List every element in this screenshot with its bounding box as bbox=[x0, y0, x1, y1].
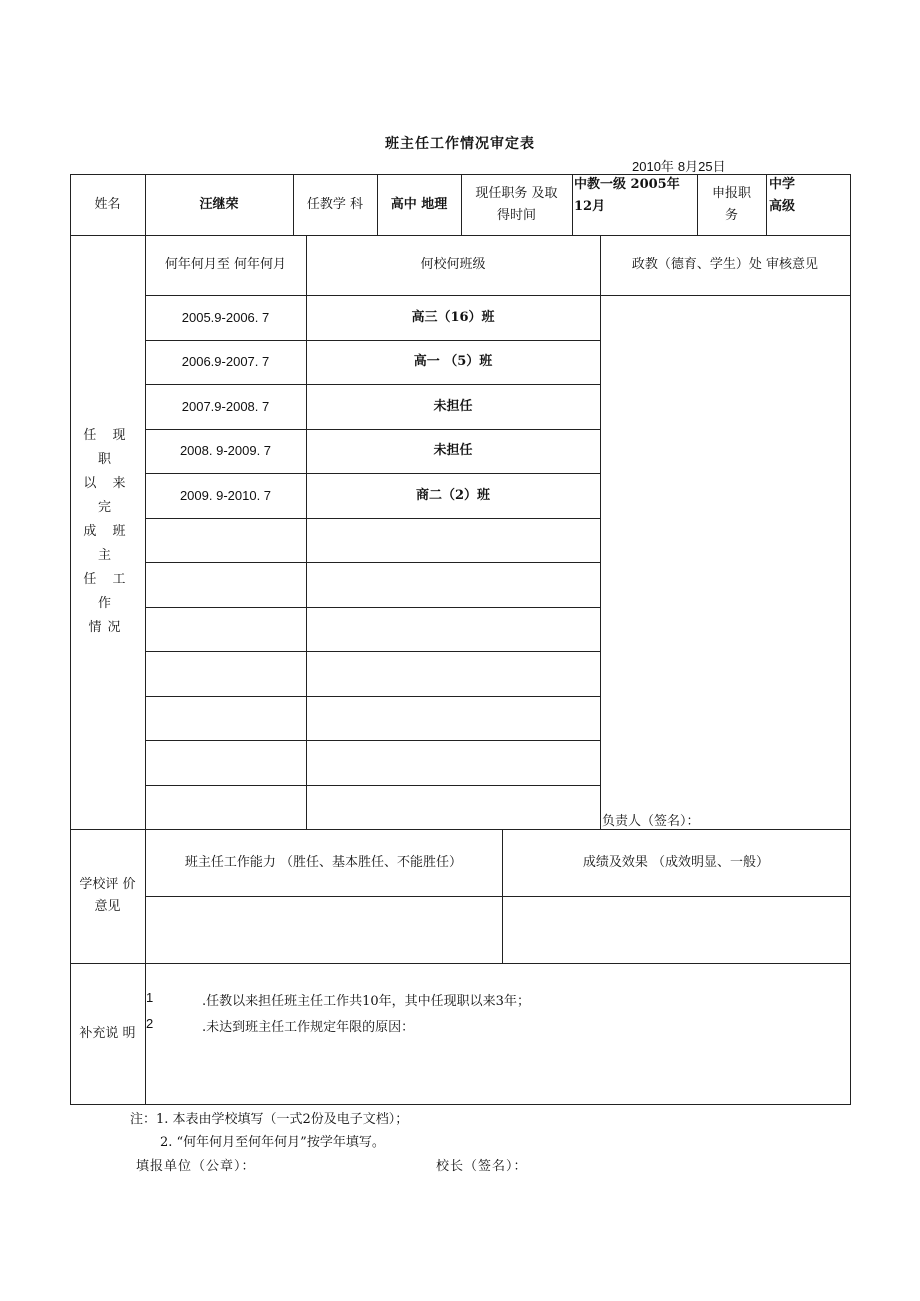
supplement-side-label: 补充说 明 bbox=[79, 1025, 136, 1041]
apply-label bbox=[697, 174, 766, 235]
apply-label-line2: 务 bbox=[724, 207, 738, 223]
unit-seal-label: 填报单位（公章）： bbox=[136, 1159, 256, 1174]
name-label: 姓名 bbox=[94, 196, 121, 212]
evaluation-side-label bbox=[70, 829, 145, 963]
ability-header: 班主任工作能力 （胜任、基本胜任、不能胜任） bbox=[184, 854, 463, 870]
position-label-line2: 得时间 bbox=[496, 207, 536, 223]
evaluation-side-line1: 学校评 价 bbox=[79, 877, 136, 892]
history-class: 未担任 bbox=[433, 398, 473, 414]
name-value: 汪继荣 bbox=[199, 196, 239, 212]
history-side-line: 情况 bbox=[88, 620, 127, 635]
subject-value: 高中 地理 bbox=[390, 196, 448, 212]
history-side-line: 任 现 职 bbox=[83, 428, 132, 467]
position-label bbox=[461, 174, 572, 235]
history-side-label bbox=[70, 235, 145, 829]
history-side-line: 成 班 主 bbox=[83, 524, 132, 563]
evaluation-side-line2: 意见 bbox=[94, 899, 121, 914]
apply-label-line1: 申报职 bbox=[711, 185, 751, 201]
fill-date bbox=[632, 156, 730, 175]
history-class: 高一 （5）班 bbox=[413, 354, 493, 369]
position-value-line1: 中教一级 2005年 bbox=[574, 177, 680, 192]
history-class: 未担任 bbox=[433, 443, 473, 458]
supplement-text: .任教以来担任班主任工作共10年，其中任现职以来3年； bbox=[202, 994, 530, 1009]
page-title: 班主任工作情况审定表 bbox=[385, 136, 535, 152]
subject-label: 任教学 科 bbox=[306, 196, 364, 212]
supplement-num: 1 bbox=[146, 990, 154, 1005]
history-period: 2005.9-2006. 7 bbox=[181, 309, 270, 325]
col-review-header: 政教（德育、学生）处 审核意见 bbox=[631, 257, 819, 272]
history-period: 2007.9-2008. 7 bbox=[181, 398, 270, 414]
col-period-header: 何年何月至 何年何月 bbox=[164, 257, 287, 272]
history-class: 商二（2）班 bbox=[415, 487, 491, 503]
apply-value bbox=[769, 174, 850, 235]
history-class: 高三（16）班 bbox=[411, 309, 495, 325]
history-period: 2009. 9-2010. 7 bbox=[179, 487, 272, 503]
date-day: 8月25日 bbox=[677, 159, 726, 174]
history-side-line: 任 工 作 bbox=[83, 572, 132, 611]
apply-value-line2: 高级 bbox=[769, 199, 796, 214]
supplement-text: .未达到班主任工作规定年限的原因： bbox=[202, 1020, 415, 1035]
col-class-header: 何校何班级 bbox=[420, 257, 486, 272]
position-value bbox=[574, 174, 697, 235]
note-1: 注：1. 本表由学校填写（一式2份及电子文档）； bbox=[130, 1112, 409, 1127]
supplement-num: 2 bbox=[146, 1016, 154, 1031]
note-2: 2. “何年何月至何年何月”按学年填写。 bbox=[160, 1135, 385, 1150]
apply-value-line1: 中学 bbox=[769, 177, 796, 192]
review-signer: 负责人（签名）： bbox=[602, 814, 700, 829]
date-year: 2010年 bbox=[632, 159, 674, 174]
position-value-line2: 12月 bbox=[574, 199, 606, 214]
result-header: 成绩及效果 （成效明显、一般） bbox=[582, 854, 770, 870]
history-period: 2006.9-2007. 7 bbox=[181, 354, 270, 369]
history-side-line: 以 来 完 bbox=[83, 476, 132, 515]
position-label-line1: 现任职务 及取 bbox=[475, 185, 558, 201]
principal-signature-label: 校长（签名）： bbox=[436, 1159, 528, 1174]
history-period: 2008. 9-2009. 7 bbox=[179, 443, 272, 458]
